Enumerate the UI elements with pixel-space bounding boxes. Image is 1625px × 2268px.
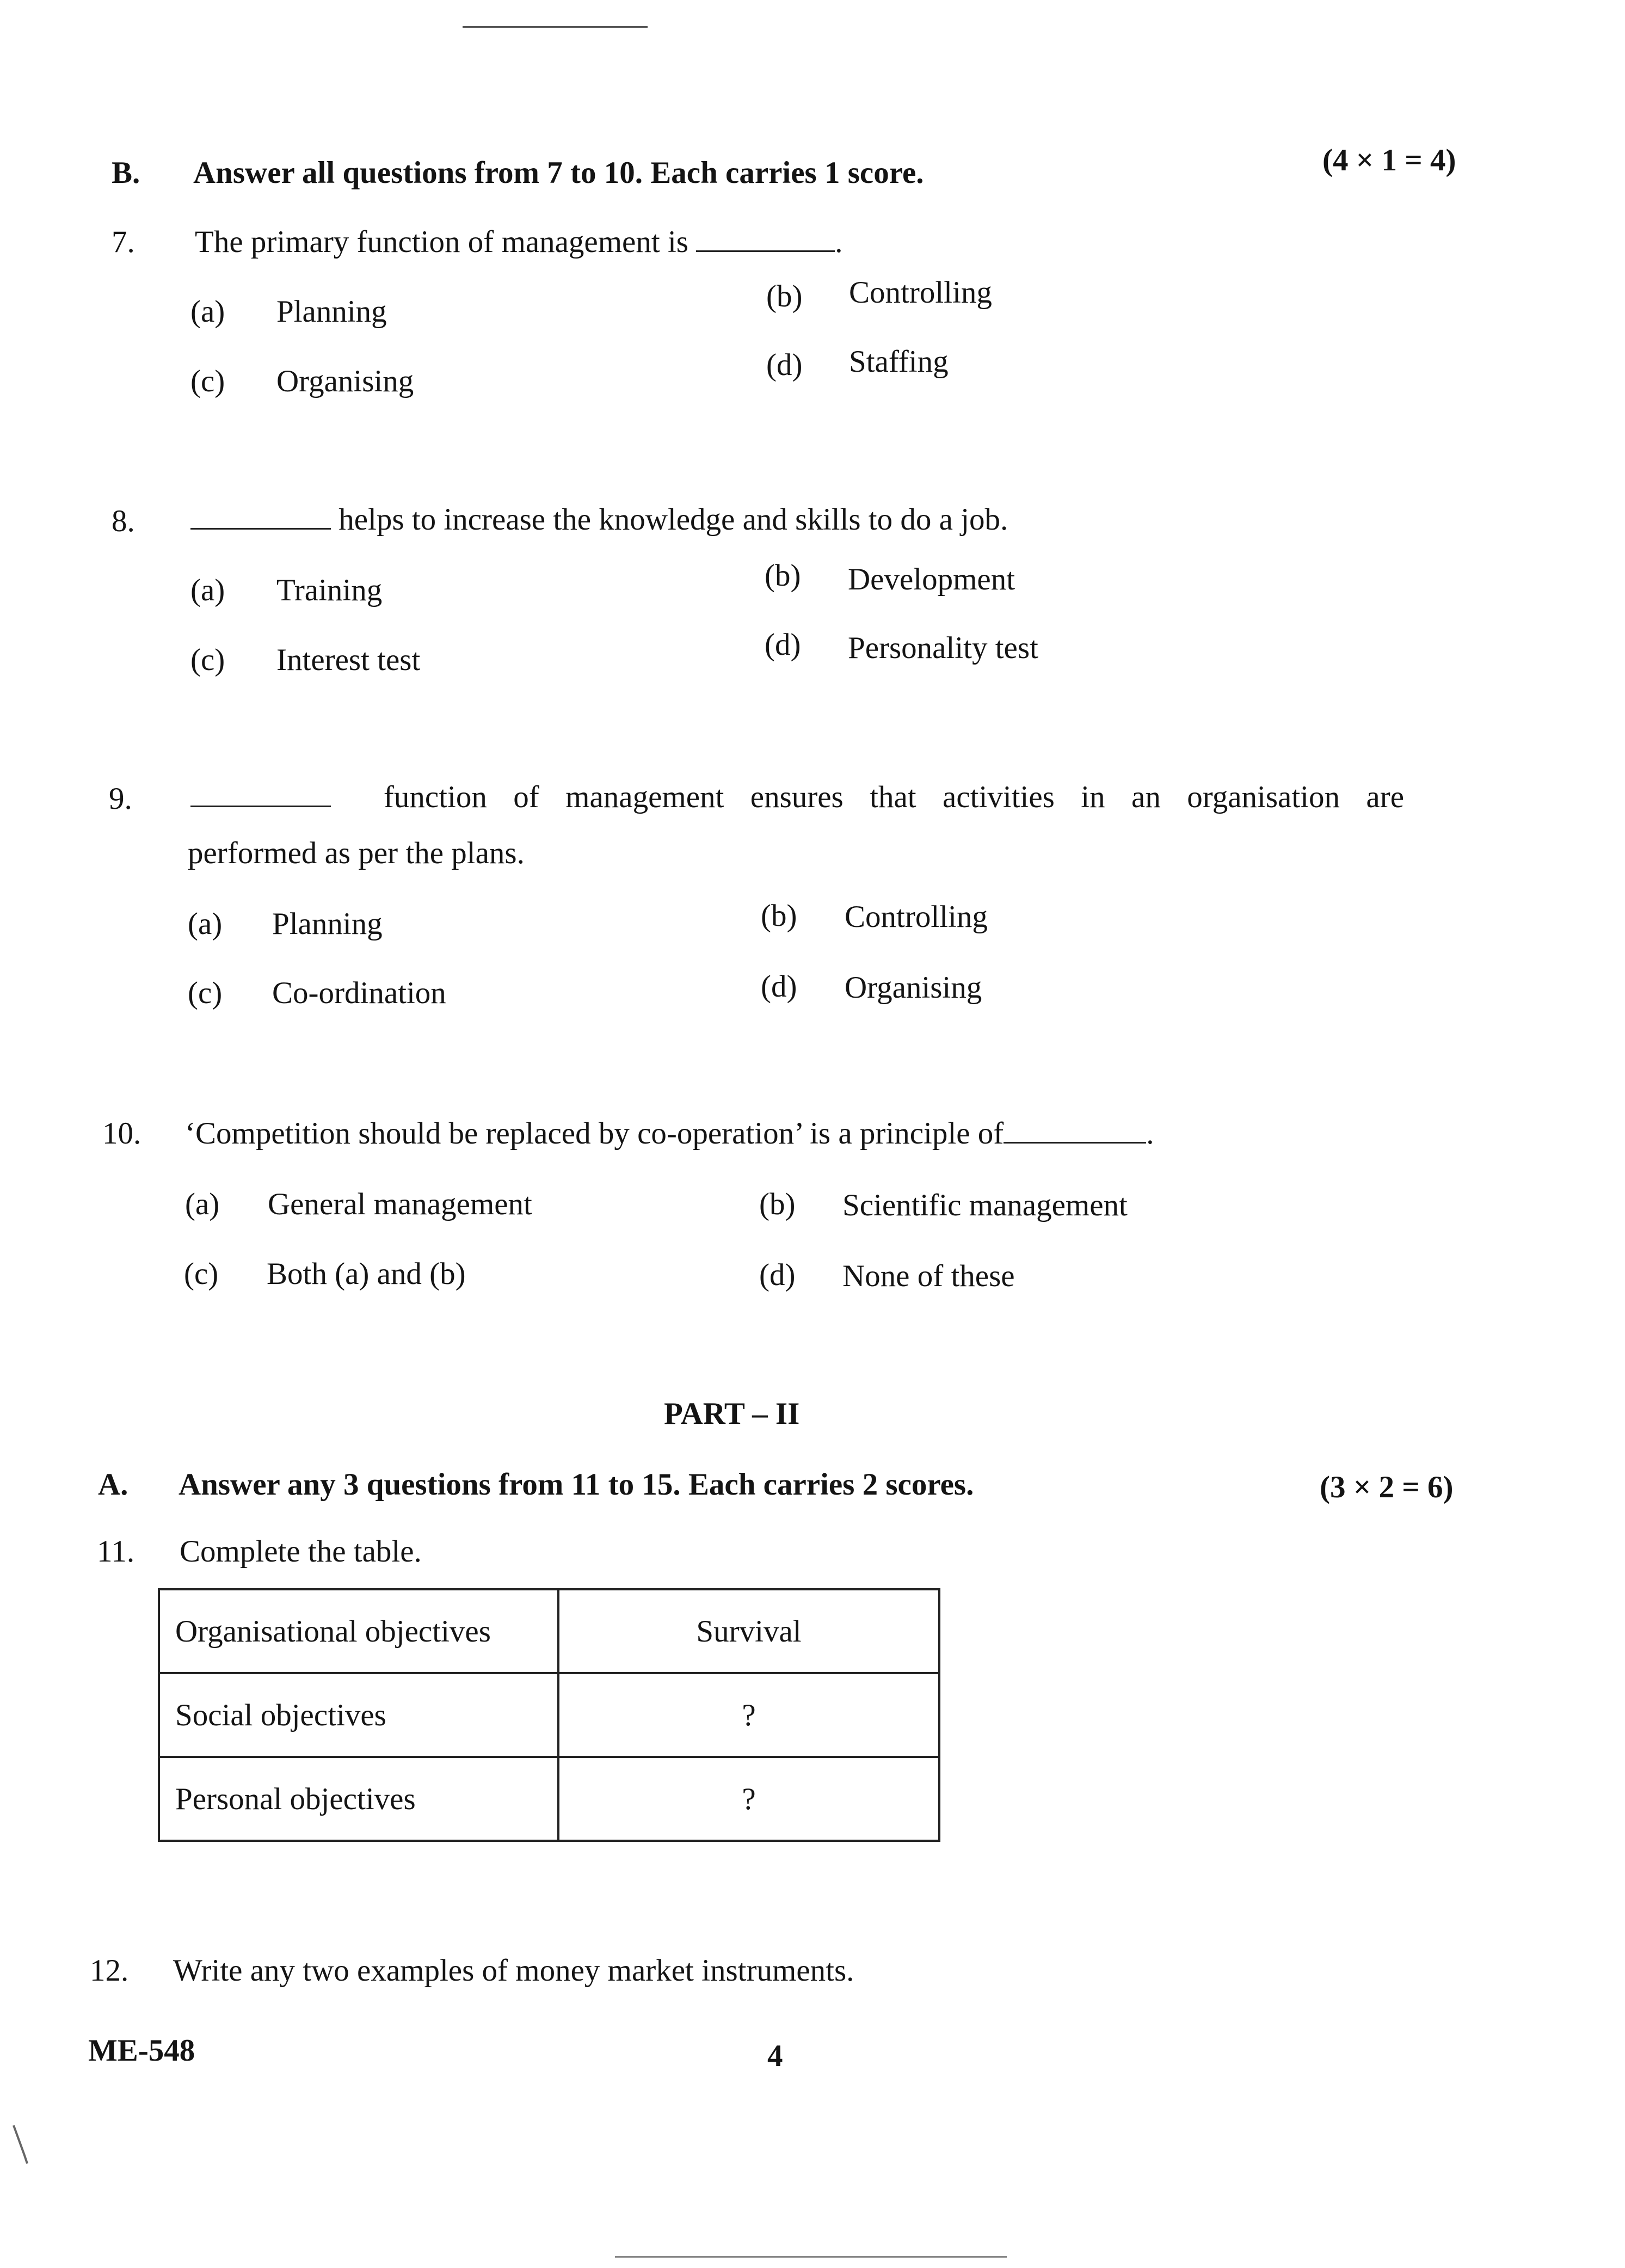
q7-option-a-text: Planning [276,294,387,329]
q7-option-b-text: Controlling [849,275,992,310]
section-a-marks: (3 × 2 = 6) [1320,1470,1454,1504]
q7-option-c-text: Organising [276,364,414,398]
q8-option-d-label: (d) [765,628,801,662]
q10-option-b-text: Scientific management [842,1188,1128,1222]
section-a-letter: A. [98,1467,128,1502]
q8-option-b-text: Development [848,562,1015,597]
q9-option-b-label: (b) [761,899,797,933]
table-cell-answer: Survival [558,1589,939,1673]
q9-option-d-label: (d) [761,969,797,1004]
q11-number: 11. [97,1534,135,1569]
q8-option-c-text: Interest test [276,643,421,677]
q9-option-d-text: Organising [845,970,982,1005]
part-2-heading: PART – II [664,1397,800,1431]
q7-number: 7. [112,225,135,259]
q10-option-d-text: None of these [842,1259,1015,1293]
table-cell-answer: ? [558,1757,939,1841]
q10-option-a-label: (a) [185,1187,220,1221]
q8-option-b-label: (b) [765,558,801,593]
table-cell-answer: ? [558,1673,939,1757]
q10-option-b-label: (b) [759,1187,796,1221]
q8-option-d-text: Personality test [848,631,1038,665]
q7-option-d-label: (d) [766,348,803,382]
section-b-instruction: Answer all questions from 7 to 10. Each carries 1 score. [193,156,924,190]
q9-option-c-label: (c) [188,976,223,1010]
table-row [159,1757,939,1841]
bottom-rule [615,2256,1007,2258]
section-b-marks: (4 × 1 = 4) [1322,143,1456,177]
paper-code: ME-548 [88,2033,195,2068]
q10-option-d-label: (d) [759,1258,796,1292]
q12-text: Write any two examples of money market instruments. [173,1953,854,1988]
q10-number: 10. [102,1116,141,1151]
section-a-instruction: Answer any 3 questions from 11 to 15. Each carries 2 scores. [178,1467,974,1502]
q9-text-line1: function of management ensures that activities in an organisation are [190,779,1404,815]
q9-option-b-text: Controlling [845,900,988,934]
q10-option-c-label: (c) [184,1257,219,1291]
q8-option-a-label: (a) [190,573,225,607]
q8-option-c-label: (c) [190,643,225,677]
q10-option-a-text: General management [268,1187,532,1221]
q9-text-line2: performed as per the plans. [188,836,525,870]
q7-option-a-label: (a) [190,294,225,329]
page-number: 4 [767,2039,783,2073]
q7-option-b-label: (b) [766,279,803,314]
q8-option-a-text: Training [276,573,383,607]
q7-option-d-text: Staffing [849,345,949,379]
q9-number: 9. [109,782,132,816]
q7-text: The primary function of management is . [195,225,843,259]
table-row [159,1589,939,1673]
q10-option-c-text: Both (a) and (b) [267,1257,466,1291]
pen-mark-icon [11,2123,33,2166]
q9-option-a-text: Planning [272,907,383,941]
q11-text: Complete the table. [180,1534,422,1569]
q8-text: helps to increase the knowledge and skills to do a job. [190,502,1008,537]
q10-text: ‘Competition should be replaced by co-operation’ is a principle of . [185,1116,1154,1151]
q7-option-c-label: (c) [190,364,225,398]
q9-option-c-text: Co-ordination [272,976,446,1010]
table-cell-objective: Organisational objectives [159,1589,558,1673]
table-cell-objective: Social objectives [159,1673,558,1757]
q12-number: 12. [90,1953,129,1988]
table-row [159,1673,939,1757]
objectives-table [158,1588,940,1842]
top-rule [463,26,648,28]
q9-option-a-label: (a) [188,907,223,941]
table-cell-objective: Personal objectives [159,1757,558,1841]
q8-number: 8. [112,504,135,538]
section-b-letter: B. [112,156,140,190]
